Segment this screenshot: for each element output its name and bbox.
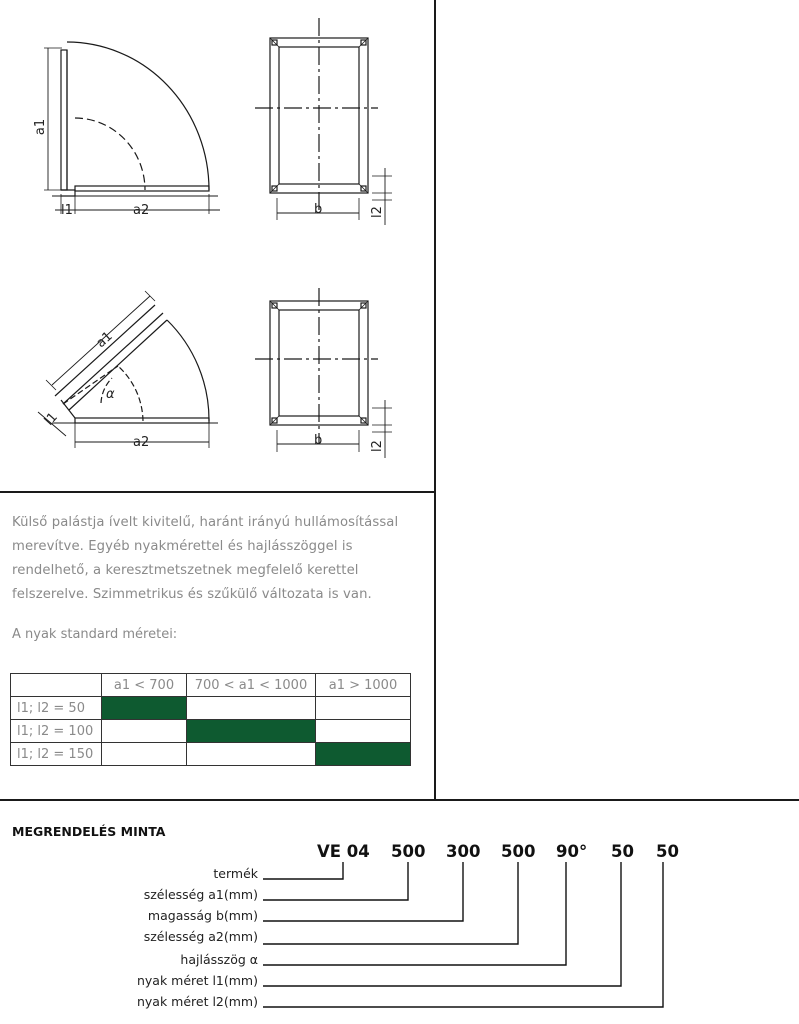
code-angle: 90° [556,842,588,861]
dim-label-l2: l2 [370,206,385,218]
table-header-row [11,674,411,697]
technical-drawings [0,0,436,490]
code-a1: 500 [391,842,426,861]
highlight-cell [102,697,187,720]
code-product: VE 04 [317,842,370,861]
order-label-a1: szélesség a1(mm) [143,887,258,902]
order-label-angle: hajlásszög α [180,952,258,967]
row-label: l1; l2 = 150 [11,743,102,766]
dim-label-a2: a2 [133,203,150,218]
table-row [11,697,411,720]
elbow-angle-drawing [38,291,218,448]
row-label: l1; l2 = 100 [11,720,102,743]
dim-label-l1: l1 [41,409,61,429]
dim-label-a2: a2 [133,435,150,450]
row-label: l1; l2 = 50 [11,697,102,720]
table-header-cell: 700 < a1 < 1000 [187,674,316,697]
table-cell [187,743,316,766]
product-description: Külső palástja ívelt kivitelű, haránt irányú hullámosítással merevítve. Egyéb nyakmérettel és hajlásszöggel is rendelhető, a keresztmetszetnek megfelelő kerettel felszerelve. Szimmetrikus és szűkülő változata is van. [12,515,399,602]
code-b: 300 [446,842,481,861]
order-label-l2: nyak méret l2(mm) [136,994,258,1009]
table-header-cell: a1 < 700 [102,674,187,697]
page-divider [0,799,799,801]
dim-label-alpha: α [106,387,115,402]
code-l2: 50 [656,842,679,861]
elbow-90-drawing [44,42,220,214]
code-l1: 50 [611,842,634,861]
table-cell [316,697,411,720]
table-cell [102,743,187,766]
dim-label-b: b [314,202,323,217]
code-a2: 500 [501,842,536,861]
dim-label-l1: l1 [61,203,73,218]
table-row [11,743,411,766]
order-label-b: magasság b(mm) [147,908,258,923]
cross-section-top-drawing [255,18,392,225]
order-label-l1: nyak méret l1(mm) [136,973,258,988]
neck-sizes-title: A nyak standard méretei: [12,627,178,642]
cross-section-bottom-drawing [255,288,392,458]
order-label-product: termék [213,866,258,881]
dim-label-a1: a1 [33,118,48,136]
table-header-cell: a1 > 1000 [316,674,411,697]
neck-sizes-table [10,673,411,766]
dim-label-b: b [314,433,323,448]
table-cell [316,720,411,743]
highlight-cell [316,743,411,766]
table-cell [102,720,187,743]
order-example-title: MEGRENDELÉS MINTA [12,824,166,839]
table-header-cell [11,674,102,697]
section-divider [0,491,436,493]
order-labels [0,866,258,1016]
dim-label-l2: l2 [370,440,385,452]
table-cell [187,697,316,720]
order-label-a2: szélesség a2(mm) [143,929,258,944]
table-row [11,720,411,743]
dim-label-a1: a1 [93,328,116,351]
highlight-cell [187,720,316,743]
